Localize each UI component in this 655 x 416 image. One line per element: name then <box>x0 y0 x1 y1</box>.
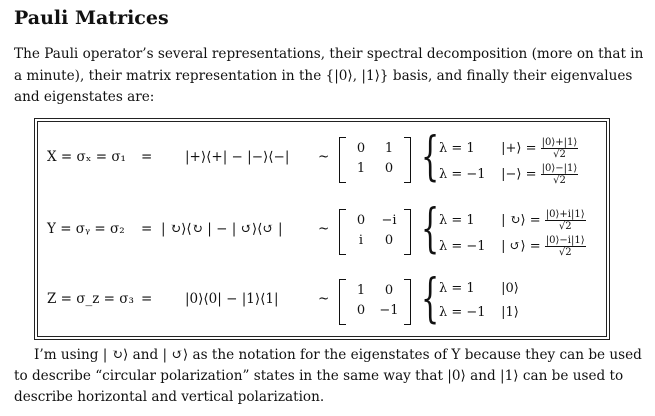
row-y-tilde: ~ <box>318 221 330 237</box>
fraction: $\frac{|0⟩+|1⟩}{√2}$ <box>541 137 578 160</box>
row-y-decomposition: | ↻⟩⟨↻ | − | ↺⟩⟨↺ | <box>161 221 283 237</box>
row-x-decomposition: |+⟩⟨+| − |−⟩⟨−| <box>185 149 290 165</box>
row-x-equals: = <box>141 149 153 165</box>
eigen-entry: λ = 1 |0⟩ <box>439 281 519 296</box>
matrix-cell: 1 <box>356 283 366 298</box>
matrix-cell: 0 <box>384 233 394 248</box>
outro-paragraph: I’m using | ↻⟩ and | ↺⟩ as the notation for the eigenstates of Y because they can be used to describe “circular polarization” states in the same way that |0⟩ and |1⟩ can be used to describe horizontal and vertical polarization. <box>14 347 642 405</box>
row-x-tilde: ~ <box>318 149 330 165</box>
matrix-right-bracket <box>404 137 411 183</box>
row-x <box>35 127 609 195</box>
matrix-cell: −1 <box>379 303 399 318</box>
eigen-entry: λ = 1 | ↻⟩ = $\frac{|0⟩+i|1⟩}{√2}$ <box>439 209 585 232</box>
matrix-left-bracket <box>339 137 346 183</box>
row-y-matrix <box>339 205 411 259</box>
matrix-cell: i <box>358 233 364 248</box>
eigen-entry: λ = −1 |1⟩ <box>439 305 519 320</box>
fraction: $\frac{|0⟩-|1⟩}{√2}$ <box>541 163 578 186</box>
fraction: $\frac{|0⟩+i|1⟩}{√2}$ <box>545 209 585 232</box>
matrix-cell: 0 <box>356 303 366 318</box>
pauli-table-box <box>34 118 610 340</box>
matrix-cell: 0 <box>384 161 394 176</box>
row-z-decomposition: |0⟩⟨0| − |1⟩⟨1| <box>185 291 279 307</box>
row-z-tilde: ~ <box>318 291 330 307</box>
matrix-left-bracket <box>339 279 346 325</box>
intro-paragraph: The Pauli operator’s several representations, their spectral decomposition (more on that in a minute), their matrix representation in the {|0⟩, |1⟩} basis, and finally their eigenvalues and eigenstates are: <box>14 46 644 105</box>
row-z-matrix <box>339 275 411 329</box>
eigen-entry: λ = −1 | ↺⟩ = $\frac{|0⟩-i|1⟩}{√2}$ <box>439 235 585 258</box>
matrix-left-bracket <box>339 209 346 255</box>
matrix-cell: 1 <box>356 161 366 176</box>
row-x-lhs: X = σₓ = σ₁ <box>47 149 126 165</box>
matrix-cell: −i <box>381 213 397 228</box>
left-brace: { <box>421 269 440 329</box>
row-z-lhs: Z = σ_z = σ₃ <box>47 291 134 307</box>
row-y-lhs: Y = σᵧ = σ₂ <box>47 221 125 237</box>
eigen-entry: λ = 1 |+⟩ = $\frac{|0⟩+|1⟩}{√2}$ <box>439 137 578 160</box>
matrix-cell: 1 <box>384 141 394 156</box>
row-z <box>35 269 609 337</box>
matrix-cell: 0 <box>384 283 394 298</box>
left-brace: { <box>421 127 440 187</box>
matrix-right-bracket <box>404 209 411 255</box>
row-z-equals: = <box>141 291 153 307</box>
page-title: Pauli Matrices <box>14 7 169 29</box>
row-y <box>35 199 609 267</box>
matrix-cell: 0 <box>356 141 366 156</box>
matrix-right-bracket <box>404 279 411 325</box>
row-x-matrix <box>339 133 411 187</box>
row-y-equals: = <box>141 221 153 237</box>
matrix-cell: 0 <box>356 213 366 228</box>
fraction: $\frac{|0⟩-i|1⟩}{√2}$ <box>545 235 585 258</box>
left-brace: { <box>421 199 440 259</box>
eigen-entry: λ = −1 |−⟩ = $\frac{|0⟩-|1⟩}{√2}$ <box>439 163 578 186</box>
